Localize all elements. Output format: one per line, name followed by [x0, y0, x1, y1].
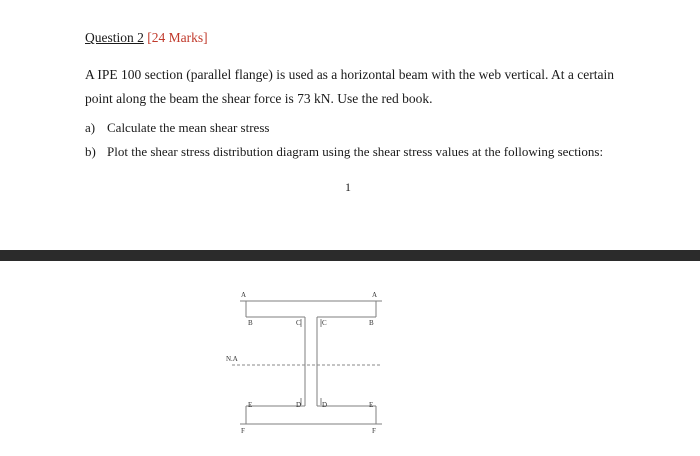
item-a-label: a)	[85, 120, 96, 135]
label-na: N.A	[226, 355, 238, 363]
label-f-right: F	[372, 427, 376, 435]
label-b-left: B	[248, 319, 253, 327]
item-b-text: Plot the shear stress distribution diagram using the shear stress values at the following sections:	[107, 144, 604, 159]
question-heading	[85, 30, 208, 46]
i-section-diagram	[0, 261, 700, 456]
question-paragraph: A IPE 100 section (parallel flange) is used as a horizontal beam with the web vertical. At a certain point along the beam the shear force is 73 kN. Use the red book.	[85, 67, 614, 106]
question-marks: [24 Marks]	[147, 30, 208, 45]
label-d-right: D	[322, 401, 328, 409]
label-c-left: C	[296, 319, 301, 327]
label-a-right: A	[372, 291, 378, 299]
item-b-label: b)	[85, 144, 96, 159]
label-c-right: C	[322, 319, 327, 327]
page-divider	[0, 250, 700, 261]
label-d-left: D	[296, 401, 302, 409]
label-f-left: F	[241, 427, 245, 435]
label-e-right: E	[369, 401, 374, 409]
label-a-left: A	[241, 291, 247, 299]
item-a-text: Calculate the mean shear stress	[107, 120, 270, 135]
question-title: Question 2	[85, 30, 144, 45]
item-b	[85, 144, 603, 160]
page-number: 1	[345, 180, 351, 194]
item-a	[85, 120, 269, 136]
label-e-left: E	[248, 401, 253, 409]
label-b-right: B	[369, 319, 374, 327]
